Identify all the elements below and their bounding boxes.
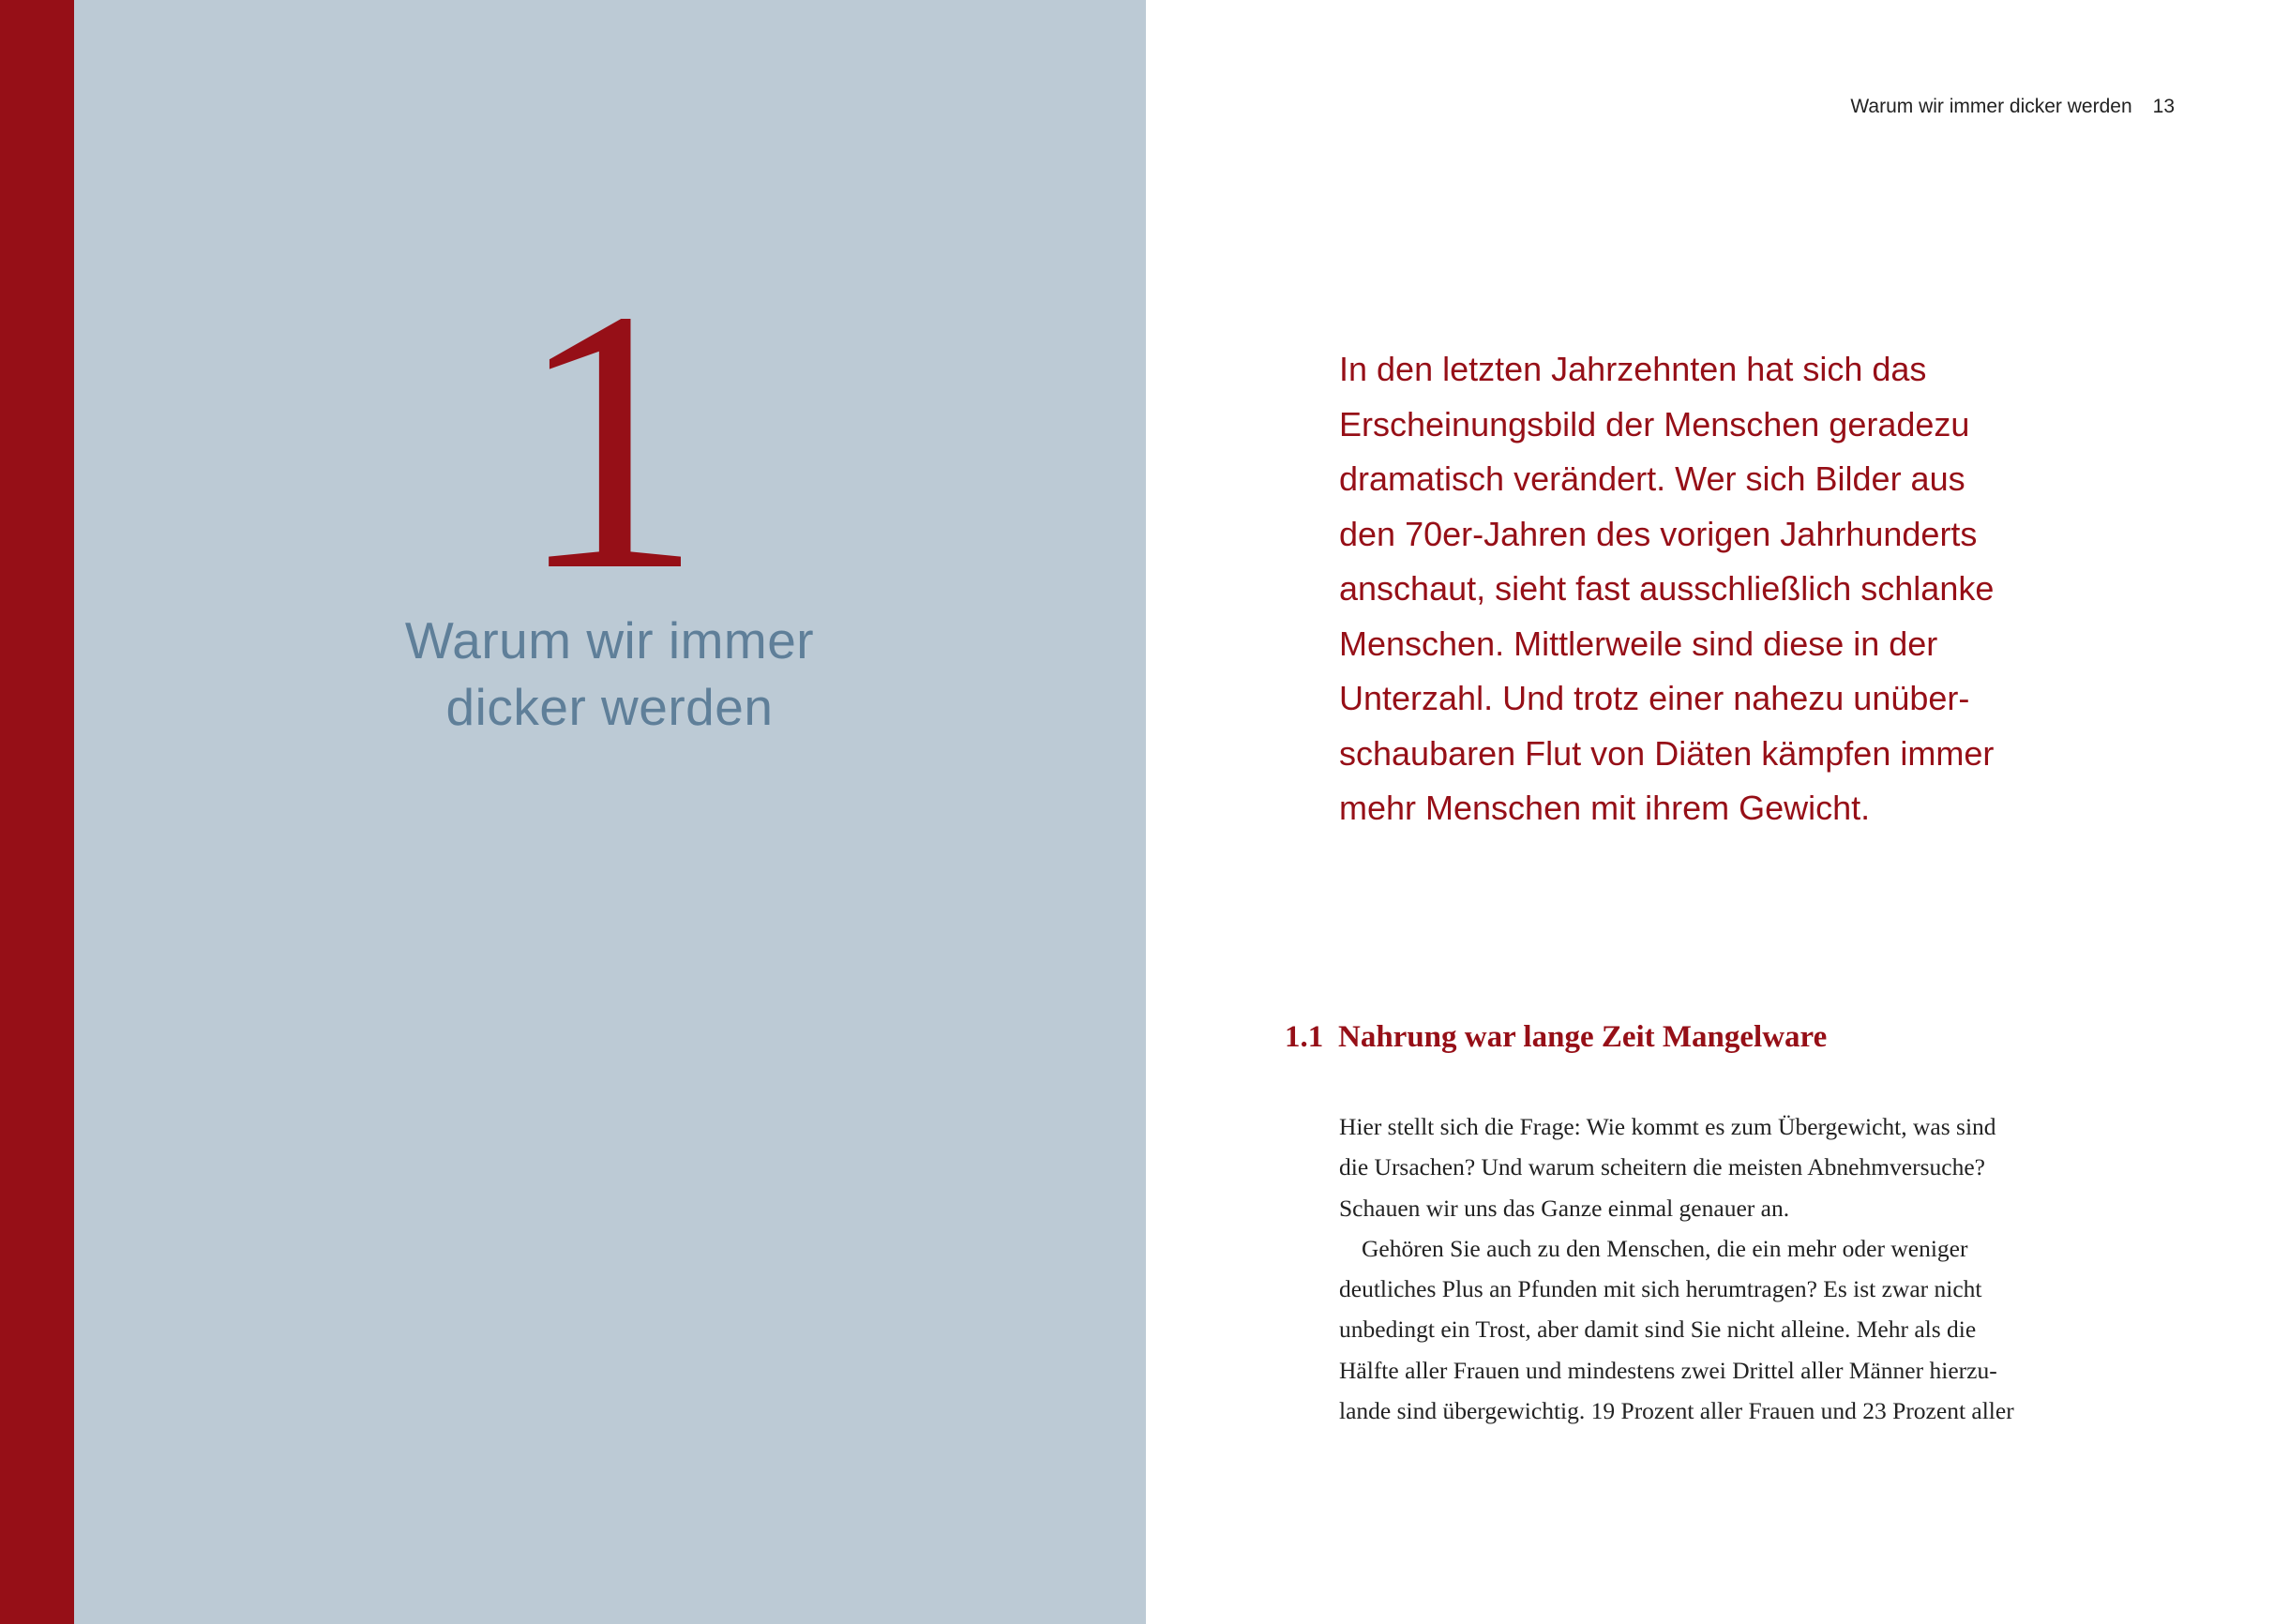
intro-line: den 70er-Jahren des vorigen Jahrhunderts [1339,514,1978,553]
red-spine-strip [0,0,74,1624]
running-head [1850,96,2175,118]
chapter-title [309,608,910,741]
intro-line: mehr Menschen mit ihrem Gewicht. [1339,789,1871,827]
section-number: 1.1 [1285,1020,1324,1054]
body-line: Hier stellt sich die Frage: Wie kommt es zum Übergewicht, was sind [1339,1113,1996,1140]
intro-line: schaubaren Flut von Diäten kämpfen immer [1339,733,1995,773]
chapter-intro [1339,342,2146,836]
section-heading [1285,1020,1827,1055]
chapter-title-line: dicker werden [445,678,774,736]
intro-line: Unterzahl. Und trotz einer nahezu unüber- [1339,679,1970,717]
body-line: lande sind übergewichtig. 19 Prozent aller Frauen und 23 Prozent aller [1339,1397,2014,1425]
body-line: die Ursachen? Und warum scheitern die meisten Abnehmversuche? [1339,1153,1985,1181]
body-line: Hälfte aller Frauen und mindestens zwei Drittel aller Männer hierzu- [1339,1356,1997,1384]
chapter-title-line: Warum wir immer [404,611,815,669]
body-text [1339,1106,2099,1431]
intro-line: dramatisch verändert. Wer sich Bilder aus [1339,459,1965,498]
intro-line: Erscheinungsbild der Menschen geradezu [1339,404,1970,444]
running-head-title: Warum wir immer dicker werden [1850,96,2132,117]
intro-line: In den letzten Jahrzehnten hat sich das [1339,350,1927,388]
section-title: Nahrung war lange Zeit Mangelware [1338,1020,1828,1054]
body-line: deutliches Plus an Pfunden mit sich herumtragen? Es ist zwar nicht [1339,1275,1982,1303]
page-number: 13 [2152,96,2175,117]
body-line: unbedingt ein Trost, aber damit sind Sie nicht alleine. Mehr als die [1339,1316,1977,1344]
intro-line: anschaut, sieht fast ausschließlich schlanke [1339,569,1995,608]
body-line: Schauen wir uns das Ganze einmal genauer an. [1339,1194,1790,1222]
chapter-number: 1 [516,233,703,648]
intro-line: Menschen. Mittlerweile sind diese in der [1339,624,1938,663]
body-line: Gehören Sie auch zu den Menschen, die ein mehr oder weniger [1362,1234,1968,1262]
